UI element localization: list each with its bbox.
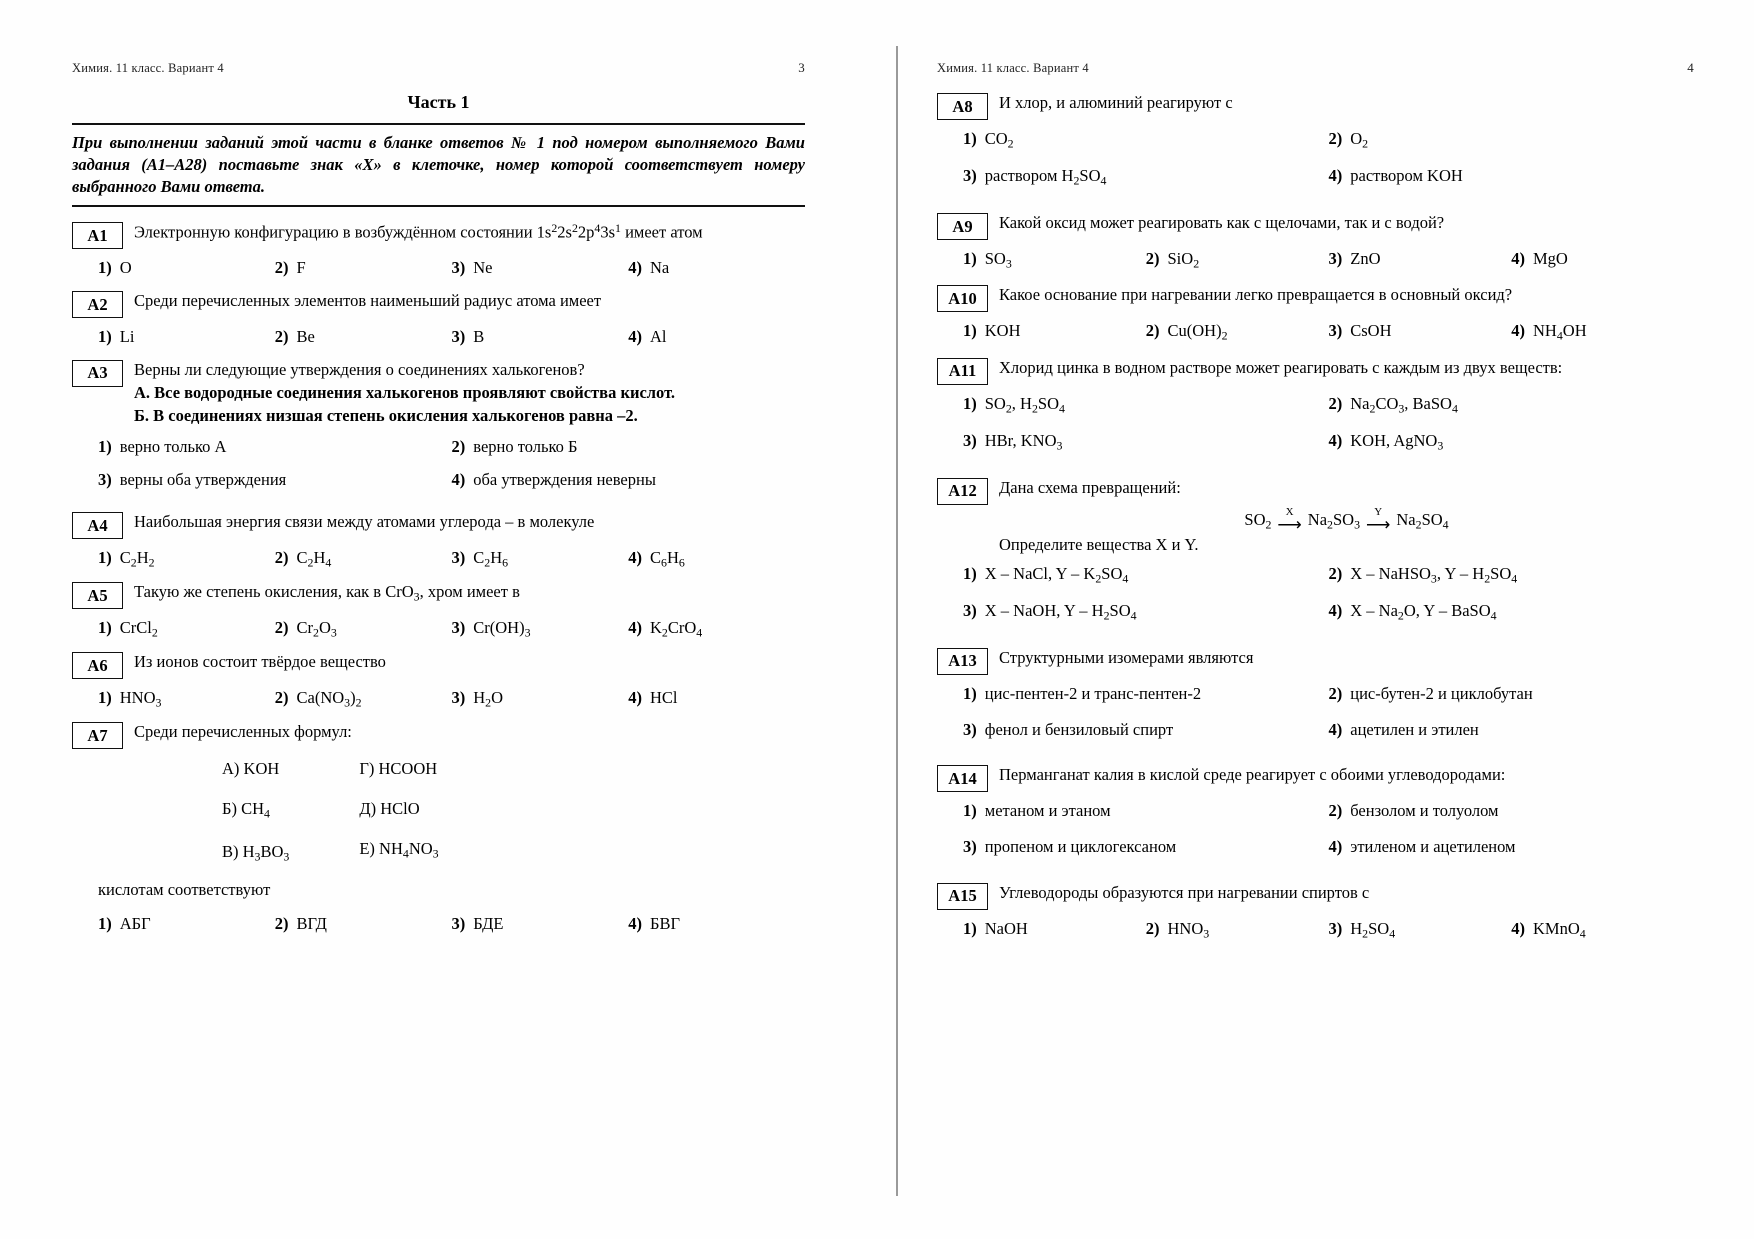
option-3[interactable]	[963, 164, 1329, 190]
option-text: $NH_4OH$	[1533, 321, 1587, 343]
option-1[interactable]	[963, 799, 1329, 824]
option-label: 1)	[963, 321, 977, 341]
option-2[interactable]	[1329, 799, 1695, 824]
question-text: Среди перечисленных элементов наименьший радиус атома имеет	[134, 291, 602, 311]
options-list	[98, 912, 805, 937]
option-3[interactable]	[452, 325, 629, 350]
options-list	[963, 682, 1694, 754]
scheme-arrow-2: Y ⟶	[1366, 505, 1391, 534]
option-label: 3)	[451, 688, 466, 708]
question-text: Наибольшая энергия связи между атомами углерода – в молекуле	[134, 512, 595, 532]
option-4[interactable]	[1511, 917, 1694, 943]
question-text: Электронную конфигурацию в возбуждённом состоянии $1s^22s^22p^43s^1$ имеет атом	[134, 221, 703, 242]
option-label: 1)	[963, 129, 977, 148]
option-2[interactable]	[275, 912, 452, 937]
scheme-end: $Na_2SO_4$	[1396, 510, 1449, 532]
option-label: 1)	[98, 618, 112, 638]
option-3[interactable]	[1329, 917, 1512, 943]
option-label: 1)	[963, 801, 977, 821]
options-list	[963, 247, 1694, 273]
option-1[interactable]	[98, 912, 275, 937]
formula-item: В) $H_3BO_3$	[222, 841, 290, 864]
option-4[interactable]	[1329, 599, 1695, 625]
option-2[interactable]	[275, 616, 452, 642]
scheme-start: $SO_2$	[1244, 510, 1272, 532]
option-1[interactable]	[98, 686, 275, 712]
option-3[interactable]	[98, 468, 452, 493]
option-text: $K_2CrO_4$	[650, 618, 703, 640]
option-4[interactable]	[1329, 835, 1695, 860]
option-text: верно только Б	[473, 436, 578, 456]
option-text: ZnO	[1350, 249, 1381, 269]
option-text: $HNO_3$	[119, 688, 162, 710]
option-4[interactable]	[628, 912, 805, 937]
options-list	[963, 562, 1694, 636]
option-text: бензолом и толуолом	[1350, 801, 1499, 821]
option-2[interactable]	[452, 435, 806, 460]
question-number: А4	[72, 512, 123, 539]
question-a6	[72, 651, 805, 712]
option-label: 2)	[274, 327, 289, 347]
option-2[interactable]	[275, 546, 452, 572]
option-label: 1)	[98, 327, 112, 347]
running-head-title: Химия. 11 класс. Вариант 4	[72, 61, 224, 75]
option-label: 1)	[963, 249, 977, 269]
option-3[interactable]	[963, 835, 1329, 860]
options-list	[98, 616, 805, 642]
option-text: HBr, $KNO_3$	[984, 430, 1063, 452]
option-label: 2)	[274, 548, 289, 568]
option-label: 4)	[451, 470, 466, 490]
question-a10	[937, 284, 1694, 345]
option-label: 3)	[1328, 321, 1343, 341]
question-a4	[72, 511, 805, 572]
question-text: Какой оксид может реагировать как с щелочами, так и с водой?	[999, 213, 1445, 233]
option-label: 2)	[274, 688, 289, 708]
option-label: 4)	[1511, 249, 1525, 269]
option-1[interactable]	[963, 247, 1146, 273]
option-1[interactable]	[98, 435, 452, 460]
option-label: 2)	[274, 618, 289, 638]
option-text: X – $Na_2O$, Y – BaSO$_4$	[1350, 600, 1497, 623]
option-label: 3)	[1328, 249, 1343, 269]
option-2[interactable]	[1329, 682, 1695, 707]
option-label: 4)	[1328, 600, 1343, 620]
option-text: KOH, AgNO$_3$	[1350, 430, 1444, 452]
option-text: БДЕ	[473, 914, 504, 934]
option-label: 2)	[1328, 393, 1343, 413]
question-text: Структурными изомерами являются	[999, 647, 1254, 667]
formula-item: А) KOH	[222, 759, 280, 779]
option-2[interactable]	[1329, 392, 1695, 418]
option-text: ацетилен и этилен	[1350, 719, 1479, 739]
option-label: 3)	[963, 430, 977, 450]
option-text: $C_2H_2$	[119, 548, 155, 570]
question-a12	[937, 477, 1694, 636]
option-1[interactable]	[98, 256, 275, 281]
option-text: CsOH	[1350, 321, 1392, 341]
option-4[interactable]	[628, 256, 805, 281]
question-number: А15	[937, 883, 988, 910]
options-list	[963, 917, 1694, 943]
question-text: Углеводороды образуются при нагревании спиртов с	[999, 882, 1370, 902]
option-2[interactable]	[275, 325, 452, 350]
question-a9	[937, 212, 1694, 273]
option-label: 4)	[628, 618, 642, 638]
options-list	[98, 435, 805, 503]
option-text: Ne	[473, 258, 493, 278]
option-text: $CO_2$	[984, 129, 1014, 151]
option-3[interactable]	[452, 912, 629, 937]
option-label: 4)	[1328, 166, 1343, 186]
option-text: CrCl$_2$	[119, 618, 158, 640]
option-label: 3)	[451, 548, 466, 568]
option-label: 4)	[1511, 918, 1525, 938]
option-label: 4)	[1328, 430, 1343, 450]
option-text: оба утверждения неверны	[473, 470, 656, 490]
option-text: X – NaHSO$_3$, Y – $H_2SO_4$	[1350, 563, 1518, 585]
option-text: SiO$_2$	[1167, 249, 1200, 271]
option-label: 4)	[628, 327, 642, 347]
reaction-scheme	[999, 507, 1694, 533]
option-text: NaOH	[984, 918, 1028, 938]
formula-item: Б) $CH_4$	[222, 799, 270, 821]
option-text: ВГД	[296, 914, 327, 934]
option-text: X – NaCl, Y – $K_2SO_4$	[984, 563, 1129, 585]
option-1[interactable]	[963, 127, 1329, 153]
option-label: 3)	[1328, 918, 1343, 938]
option-text: цис-пентен-2 и транс-пентен-2	[984, 683, 1202, 703]
option-label: 2)	[274, 914, 289, 934]
question-text: Верны ли следующие утверждения о соединениях халькогенов?	[134, 359, 585, 379]
option-text: БВГ	[650, 914, 681, 934]
question-a8	[937, 92, 1694, 201]
option-label: 3)	[451, 618, 466, 638]
option-label: 4)	[1328, 719, 1343, 739]
option-text: $C_6H_6$	[650, 548, 685, 570]
question-a13	[937, 647, 1694, 754]
question-number: А8	[937, 93, 988, 120]
option-text: раствором $H_2SO_4$	[984, 166, 1107, 188]
formula-item: Д) HClO	[359, 799, 420, 819]
question-a1	[72, 221, 805, 281]
question-number: А6	[72, 652, 123, 679]
question-number: А7	[72, 722, 123, 749]
option-4[interactable]	[1329, 164, 1695, 190]
option-label: 3)	[963, 600, 977, 620]
option-label: 1)	[98, 436, 112, 456]
scheme-label-x: X	[1285, 505, 1294, 518]
option-2[interactable]	[275, 686, 452, 712]
option-label: 2)	[1145, 918, 1160, 938]
question-text: Среди перечисленных формул:	[134, 722, 352, 742]
option-1[interactable]	[963, 392, 1329, 418]
option-text: верно только А	[119, 436, 227, 456]
option-text: $Ca(NO_3)_2$	[296, 688, 362, 710]
option-3[interactable]	[963, 718, 1329, 743]
question-text: Из ионов состоит твёрдое вещество	[134, 652, 386, 672]
question-a15	[937, 882, 1694, 943]
question-a7	[72, 721, 805, 936]
page-number: 4	[1687, 60, 1694, 75]
option-label: 2)	[1328, 683, 1343, 703]
question-a12-after-text: Определите вещества X и Y.	[999, 534, 1199, 554]
option-3[interactable]	[1329, 319, 1512, 345]
option-text: HCl	[650, 688, 678, 708]
option-label: 3)	[963, 719, 977, 739]
option-text: метаном и этаном	[984, 801, 1111, 821]
option-text: $O_2$	[1350, 129, 1369, 151]
option-4[interactable]	[628, 325, 805, 350]
option-text: цис-бутен-2 и циклобутан	[1350, 683, 1533, 703]
option-1[interactable]	[963, 917, 1146, 943]
running-head-title: Химия. 11 класс. Вариант 4	[937, 61, 1089, 75]
question-a5	[72, 581, 805, 642]
question-a11	[937, 357, 1694, 466]
option-label: 3)	[963, 837, 977, 857]
question-number: А14	[937, 765, 988, 792]
option-1[interactable]	[963, 319, 1146, 345]
options-list	[98, 256, 805, 281]
option-1[interactable]	[98, 546, 275, 572]
question-text: Такую же степень окисления, как в CrO$_3$, хром имеет в	[134, 582, 520, 604]
option-label: 2)	[1328, 801, 1343, 821]
options-list	[963, 319, 1694, 345]
question-number: А12	[937, 478, 988, 505]
options-list	[98, 686, 805, 712]
option-3[interactable]	[452, 686, 629, 712]
option-1[interactable]	[98, 616, 275, 642]
option-text: $SO_3$	[984, 249, 1012, 271]
option-label: 1)	[98, 688, 112, 708]
option-3[interactable]	[963, 429, 1329, 455]
option-text: верны оба утверждения	[119, 470, 287, 490]
option-text: $Cu(OH)_2$	[1167, 321, 1228, 343]
formula-item: Е) $NH_4NO_3$	[359, 839, 439, 861]
question-number: А1	[72, 222, 123, 249]
option-2[interactable]	[275, 256, 452, 281]
question-number: А9	[937, 213, 988, 240]
option-text: $Cr_2O_3$	[296, 618, 337, 640]
option-3[interactable]	[963, 599, 1329, 625]
option-2[interactable]	[1329, 562, 1695, 588]
option-label: 4)	[628, 688, 642, 708]
option-label: 4)	[1328, 837, 1343, 857]
option-text: X – NaOH, Y – $H_2SO_4$	[984, 600, 1137, 623]
option-text: Al	[650, 327, 667, 347]
option-label: 4)	[628, 548, 642, 568]
option-text: этиленом и ацетиленом	[1350, 837, 1516, 857]
option-label: 1)	[963, 393, 977, 413]
option-1[interactable]	[98, 325, 275, 350]
scheme-arrow-1: X ⟶	[1277, 505, 1302, 534]
options-list	[98, 546, 805, 572]
question-a14	[937, 764, 1694, 871]
option-label: 4)	[628, 258, 642, 278]
option-label: 4)	[1511, 321, 1525, 341]
question-number: А13	[937, 648, 988, 675]
question-text: Какое основание при нагревании легко превращается в основный оксид?	[999, 285, 1513, 305]
option-3[interactable]	[452, 616, 629, 642]
formula-item: Г) HCOOH	[359, 759, 438, 779]
question-text: Перманганат калия в кислой среде реагирует с обоими углеводородами:	[999, 765, 1506, 785]
option-label: 3)	[451, 914, 466, 934]
option-text: O	[119, 258, 132, 278]
option-2[interactable]	[1329, 127, 1695, 153]
option-4[interactable]	[1329, 718, 1695, 743]
option-text: Na	[650, 258, 670, 278]
option-text: АБГ	[119, 914, 151, 934]
question-number: А2	[72, 291, 123, 318]
running-head-left	[72, 60, 805, 76]
option-4[interactable]	[452, 468, 806, 493]
option-label: 4)	[628, 914, 642, 934]
option-label: 2)	[1328, 563, 1343, 583]
scheme-label-y: Y	[1374, 505, 1383, 518]
formula-column-1	[222, 759, 289, 864]
options-list	[963, 127, 1694, 201]
question-a7-after-text: кислотам соответствуют	[98, 880, 271, 900]
option-4[interactable]	[628, 686, 805, 712]
option-text: пропеном и циклогексаном	[984, 837, 1177, 857]
option-text: $Cr(OH)_3$	[473, 618, 531, 640]
option-4[interactable]	[628, 616, 805, 642]
option-3[interactable]	[452, 546, 629, 572]
option-text: MgO	[1533, 249, 1568, 269]
option-label: 1)	[963, 683, 977, 703]
question-text: И хлор, и алюминий реагируют с	[999, 93, 1233, 112]
option-text: $Na_2CO_3$, BaSO$_4$	[1350, 393, 1458, 415]
option-label: 2)	[274, 258, 289, 278]
option-text: Be	[296, 327, 315, 347]
option-label: 2)	[1145, 249, 1160, 269]
option-text: $H_2SO_4$	[1350, 918, 1396, 941]
options-list	[98, 325, 805, 350]
option-text: B	[473, 327, 485, 347]
question-text: Хлорид цинка в водном растворе может реагировать с каждым из двух веществ:	[999, 357, 1563, 377]
question-text: Дана схема превращений:	[999, 477, 1181, 497]
option-1[interactable]	[963, 682, 1329, 707]
option-3[interactable]	[1329, 247, 1512, 273]
option-2[interactable]	[1146, 917, 1329, 943]
option-text: Li	[119, 327, 135, 347]
option-label: 3)	[98, 470, 112, 490]
question-a3	[72, 359, 805, 502]
option-label: 1)	[98, 258, 112, 278]
option-text: $SO_2$, $H_2SO_4$	[984, 393, 1065, 415]
option-label: 3)	[451, 327, 466, 347]
option-label: 1)	[963, 918, 977, 938]
option-2[interactable]	[1146, 247, 1329, 273]
question-a2	[72, 290, 805, 350]
options-list	[963, 392, 1694, 466]
option-4[interactable]	[628, 546, 805, 572]
option-label: 3)	[963, 166, 977, 186]
statement-a: А. Все водородные соединения халькогенов проявляют свойства кислот.	[134, 382, 676, 402]
page-right	[877, 0, 1754, 1239]
option-label: 1)	[98, 548, 112, 568]
statement-b: Б. В соединениях низшая степень окисления халькогенов равна –2.	[134, 406, 638, 426]
option-3[interactable]	[452, 256, 629, 281]
option-text: $C_2H_4$	[296, 548, 332, 570]
formula-columns	[222, 759, 805, 864]
page-number: 3	[798, 60, 805, 75]
option-label: 2)	[451, 436, 466, 456]
options-list	[963, 799, 1694, 871]
formula-column-2	[359, 759, 438, 864]
option-label: 1)	[98, 914, 112, 934]
option-label: 1)	[963, 563, 977, 583]
option-label: 2)	[1145, 321, 1160, 341]
option-text: раствором KOH	[1350, 166, 1463, 186]
option-2[interactable]	[1146, 319, 1329, 345]
option-text: KMnO$_4$	[1533, 918, 1586, 941]
running-head-right	[937, 60, 1694, 76]
option-label: 2)	[1328, 129, 1343, 148]
option-text: F	[296, 258, 306, 278]
option-text: KOH	[984, 321, 1021, 341]
question-number: А3	[72, 360, 123, 387]
option-4[interactable]	[1511, 247, 1694, 273]
option-text: $HNO_3$	[1167, 918, 1210, 941]
option-label: 3)	[451, 258, 466, 278]
option-4[interactable]	[1329, 429, 1695, 455]
question-number: А11	[937, 358, 988, 385]
option-text: фенол и бензиловый спирт	[984, 719, 1174, 739]
question-number: А10	[937, 285, 988, 312]
instruction-block: При выполнении заданий этой части в бланке ответов № 1 под номером выполняемого Вами задания (А1–А28) поставьте знак «Х» в клеточке, номер которой соответствует номеру выбранного Вами ответа.	[72, 123, 805, 207]
option-text: $C_2H_6$	[473, 548, 509, 570]
option-text: $H_2O$	[473, 688, 504, 710]
option-4[interactable]	[1511, 319, 1694, 345]
scheme-middle: $Na_2SO_3$	[1307, 510, 1361, 532]
question-number: А5	[72, 582, 123, 609]
option-1[interactable]	[963, 562, 1329, 588]
part-title: Часть 1	[407, 92, 470, 112]
